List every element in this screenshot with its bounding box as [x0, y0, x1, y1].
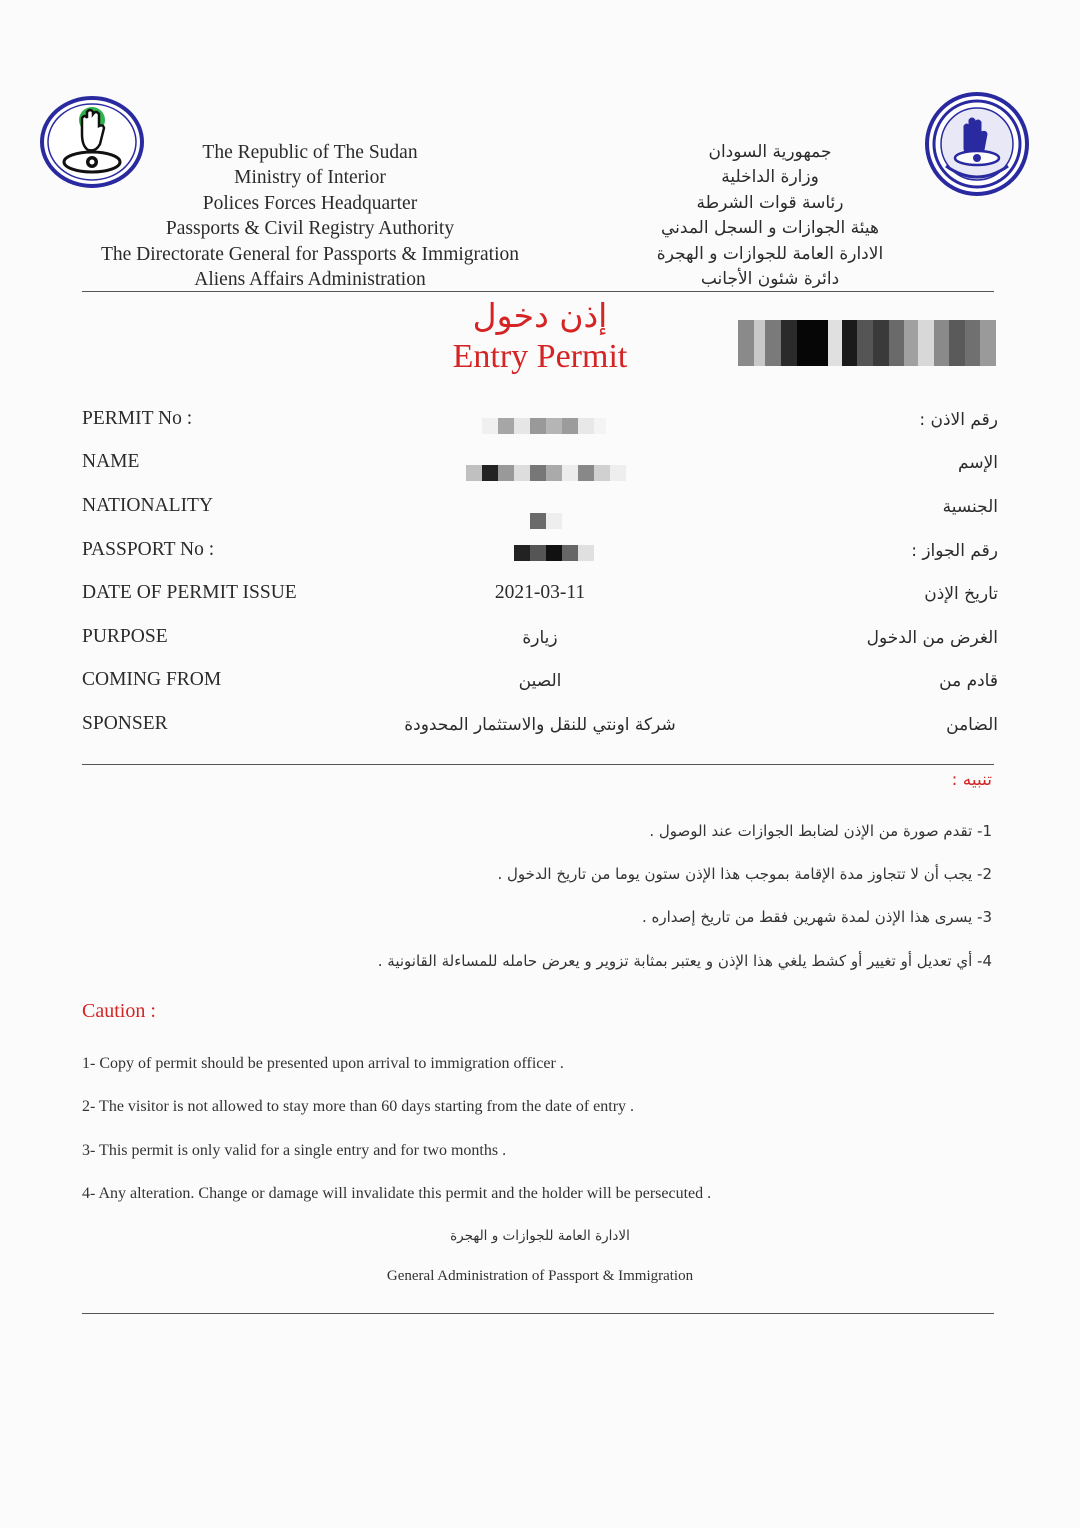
name-label-ar: الإسم	[958, 453, 998, 473]
passport-authority-seal-icon	[924, 92, 1030, 196]
caution-title: Caution :	[82, 1000, 156, 1022]
fields-divider	[82, 764, 994, 765]
permit-no-label-ar: رقم الاذن :	[919, 410, 998, 430]
title-english: Entry Permit	[452, 338, 628, 375]
redacted-permit-no	[482, 418, 606, 434]
footer-authority-en: General Administration of Passport & Immigration	[386, 1268, 694, 1284]
footer-authority-ar: الادارة العامة للجوازات و الهجرة	[450, 1228, 630, 1244]
header-arabic	[620, 140, 920, 292]
header-en-line: Passports & Civil Registry Authority	[165, 218, 455, 240]
redacted-name	[466, 465, 626, 481]
passport-no-label: PASSPORT No :	[82, 539, 215, 560]
header-en-line: Polices Forces Headquarter	[202, 192, 418, 214]
header-en-line: Ministry of Interior	[234, 167, 386, 189]
purpose-label-ar: الغرض من الدخول	[866, 628, 998, 648]
note-ar-item: 3- يسرى هذا الإذن لمدة شهرين فقط من تاريخ إصداره .	[641, 908, 992, 926]
title-arabic: إذن دخول	[472, 296, 608, 335]
name-label: NAME	[82, 451, 140, 472]
notes-title-ar: تنبيه :	[951, 770, 992, 790]
nationality-label: NATIONALITY	[82, 495, 214, 516]
sponsor-value: شركة اونتي للنقل والاستثمار المحدودة	[404, 715, 676, 735]
header-en-line: The Directorate General for Passports & Immigration	[100, 243, 520, 265]
header-ar-line: رئاسة قوات الشرطة	[696, 192, 844, 213]
header-divider	[82, 291, 994, 292]
nationality-label-ar: الجنسية	[942, 497, 998, 517]
header-ar-line: جمهورية السودان	[708, 142, 832, 162]
footer-divider	[82, 1313, 994, 1314]
caution-item: 4- Any alteration. Change or damage will invalidate this permit and the holder will be persecuted .	[82, 1185, 712, 1202]
header-ar-line: الادارة العامة للجوازات و الهجرة	[656, 243, 884, 264]
header-ar-line: هيئة الجوازات و السجل المدني	[661, 218, 879, 239]
date-of-issue-label: DATE OF PERMIT ISSUE	[82, 582, 297, 603]
sponsor-label: SPONSER	[82, 713, 168, 734]
purpose-value: زيارة	[522, 628, 558, 648]
note-ar-item: 2- يجب أن لا تتجاوز مدة الإقامة بموجب هذا الإذن ستون يوما من تاريخ الدخول .	[497, 865, 992, 883]
permit-no-label: PERMIT No :	[82, 408, 193, 429]
header-en-line: The Republic of The Sudan	[202, 142, 418, 163]
coming-from-value: الصين	[518, 671, 562, 691]
redacted-passport-no	[514, 545, 594, 561]
header-english	[80, 140, 540, 292]
caution-item: 1- Copy of permit should be presented upon arrival to immigration officer .	[82, 1055, 564, 1072]
purpose-label: PURPOSE	[82, 626, 168, 647]
sponsor-label-ar: الضامن	[946, 715, 998, 735]
date-of-issue-label-ar: تاريخ الإذن	[924, 584, 998, 604]
header-en-line: Aliens Affairs Administration	[194, 269, 426, 291]
coming-from-label-ar: قادم من	[939, 671, 998, 691]
caution-item: 2- The visitor is not allowed to stay more than 60 days starting from the date of entry .	[82, 1098, 635, 1115]
coming-from-label: COMING FROM	[82, 669, 222, 690]
passport-no-label-ar: رقم الجواز :	[911, 541, 998, 561]
note-ar-item: 4- أي تعديل أو تغيير أو كشط يلغي هذا الإذن و يعتبر بمثابة تزوير و يعرض حامله للمساءلة القانونية .	[377, 952, 992, 970]
header-ar-line: دائرة شئون الأجانب	[700, 269, 840, 290]
header-ar-line: وزارة الداخلية	[721, 167, 819, 188]
redacted-barcode	[738, 320, 996, 366]
caution-item: 3- This permit is only valid for a single entry and for two months .	[82, 1142, 507, 1159]
redacted-nationality	[530, 513, 562, 529]
date-of-issue-value: 2021-03-11	[494, 582, 586, 603]
note-ar-item: 1- تقدم صورة من الإذن لضابط الجوازات عند الوصول .	[649, 822, 992, 840]
